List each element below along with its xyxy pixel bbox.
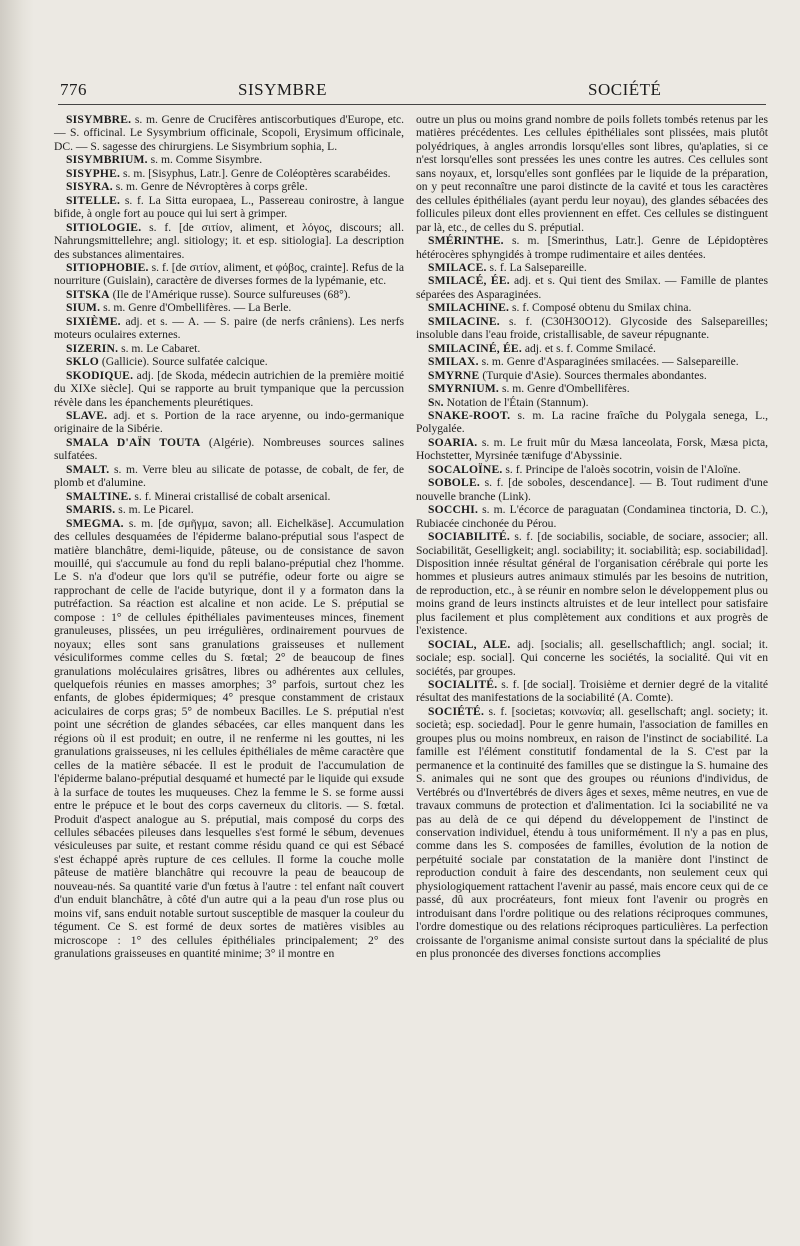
dictionary-entry xyxy=(416,261,768,274)
left-column xyxy=(54,113,404,961)
dictionary-entry xyxy=(54,342,404,355)
entry-definition: (Turquie d'Asie). Sources thermales abondantes. xyxy=(479,368,707,382)
entry-definition: s. m. Le fruit mûr du Mæsa lanceolata, Forsk, Mæsa picta, Hochstetter, Myrsinée tænifuge d'Abyssinie. xyxy=(416,435,768,463)
dictionary-entry xyxy=(416,382,768,395)
entry-headword: SOBOLE. xyxy=(428,476,480,490)
entry-headword: SMILACE. xyxy=(428,260,487,274)
dictionary-entry xyxy=(54,369,404,409)
running-header xyxy=(60,80,760,106)
dictionary-entry xyxy=(416,638,768,678)
entry-definition: s. f. (C30H30O12). Glycoside des Salsepareilles; insoluble dans l'eau froide, cristallisable, de saveur répugnante. xyxy=(416,314,768,342)
entry-headword: SMILACHINE. xyxy=(428,301,510,315)
dictionary-entry xyxy=(54,194,404,221)
dictionary-entry xyxy=(54,463,404,490)
entry-headword: SISYRA. xyxy=(66,180,113,194)
entry-definition: s. f. Composé obtenu du Smilax china. xyxy=(509,301,692,315)
entry-definition: adj. [socialis; all. gesellschaftlich; angl. social; it. sociale; esp. social]. Qui concerne les sociétés, la socialité. Qui vit en sociétés, par groupes. xyxy=(416,637,768,678)
dictionary-entry xyxy=(54,180,404,193)
entry-definition: s. f. La Sitta europaea, L., Passereau conirostre, à langue bifide, à ongle fort au pouce qui lui sert à grimper. xyxy=(54,193,404,221)
entry-headword: SMALA D'AÏN TOUTA xyxy=(66,435,201,449)
entry-headword: SOARIA. xyxy=(428,435,478,449)
entry-definition: s. f. [de sociabilis, sociable, de sociare, associer; all. Sociabilität, Geselligkeit; angl. sociability; it. sociabilità; esp. sociabilidad]. Disposition innée résultat général de l'organisation cérébrale qui porte les hommes et plusieurs autres animaux stimulés par les besoins de nutrition, de reproduction, etc., à se réunir en nombre selon le développement plus ou moins grand de leurs instincts altruistes et de leur intellect pour satisfaire plus facilement et plus complètement aux conditions et aux progrès de l'existence. xyxy=(416,530,768,638)
dictionary-entry xyxy=(416,234,768,261)
entry-definition: s. f. [de σιτίον, aliment, et λόγος, discours; all. Nahrungsmittellehre; angl. sitiology; it. et esp. sitiologia]. La description des substances alimentaires. xyxy=(54,220,404,261)
dictionary-entry xyxy=(416,113,768,234)
entry-definition: s. m. [Sisyphus, Latr.]. Genre de Coléoptères scarabéides. xyxy=(120,166,391,180)
entry-headword: SLAVE. xyxy=(66,408,108,422)
entry-definition: s. f. [societas; κοινωνία; all. gesellschaft; angl. society; it. società; esp. sociedad]. Pour le genre humain, l'association de familles en groupes plus ou moins nombreux, en raison de l'instinct de sociabilité. La famille est l'élément constitutif fondamental de la S. C'est par la permanence et la continuité des familles que se distingue la S. humaine des S. animales qui ne sont que des groupes ou réunions d'individus, de Vertébrés ou d'Invertébrés de divers âges et sexes, même neutres, en vue de travaux communs de protection et d'alimentation. Ici la sociabilité ne va pas au delà de ce qui dépend du développement de l'instinct de conservation individuel, étendu à tous uniformément. Il n'y a pas en plus, comme dans les S. composées de familles, évolution de la notion de perpétuité sociale par constatation de la manière dont l'instinct de reproduction conduit à faire des descendants, non seulement ceux qui physiologiquement rattachent l'avenir au passé, mais encore ceux qui de ce passé, dû aux procréateurs, font mieux font l'avenir ou progrès en introduisant dans l'ordre politique ou des relations réciproques communes, l'ordre domestique ou des relations réciproques particulières. La perfection croissante de l'organisme animal consiste surtout dans la spécialité de plus en plus prononcée des diverses fonctions accomplies xyxy=(416,704,768,961)
dictionary-entry xyxy=(416,342,768,355)
entry-headword: SMÉRINTHE. xyxy=(428,234,504,248)
dictionary-entry xyxy=(54,261,404,288)
entry-headword: SIZERIN. xyxy=(66,341,119,355)
header-rule xyxy=(58,104,766,105)
dictionary-entry xyxy=(54,490,404,503)
entry-definition: adj. et s. Qui tient des Smilax. — Famille de plantes séparées des Asparaginées. xyxy=(416,274,768,301)
right-column xyxy=(416,113,768,961)
dictionary-entry xyxy=(416,530,768,638)
entry-definition: s. m. Le Cabaret. xyxy=(118,341,201,355)
entry-definition: adj. et s. f. Comme Smilacé. xyxy=(521,341,656,355)
entry-definition: adj. et s. Portion de la race aryenne, ou indo-germanique originaire de la Sibérie. xyxy=(54,408,404,436)
entry-definition: s. m. Genre de Crucifères antiscorbutiques d'Europe, etc. — S. officinal. Le Sysymbrium officinale, Scopoli, Erysimum officinale, DC. — S. sagesse des chirurgiens. Le Sisymbrium sophia, L. xyxy=(54,113,404,153)
entry-headword: SKODIQUE. xyxy=(66,368,134,382)
entry-definition: s. m. Comme Sisymbre. xyxy=(147,153,263,167)
entry-definition: adj. [de Skoda, médecin autrichien de la première moitié du XIXe siècle]. Qui se rapporte au bruit tympanique que la percussion révèle dans les épanchements pleurétiques. xyxy=(54,368,404,409)
entry-definition: s. m. L'écorce de paraguatan (Condaminea tinctoria, D. C.), Rubiacée cinchonée du Pérou. xyxy=(416,503,768,530)
entry-headword: SISYPHE. xyxy=(66,166,121,180)
page-number: 776 xyxy=(60,80,87,99)
entry-headword: SMILACÉ, ÉE. xyxy=(428,274,510,288)
entry-headword: SOCALOÏNE. xyxy=(428,462,503,476)
entry-definition: s. m. Genre d'Ombellifères. xyxy=(499,382,630,396)
entry-headword: SITELLE. xyxy=(66,193,121,207)
dictionary-entry xyxy=(416,396,768,409)
entry-definition: (Ile de l'Amérique russe). Source sulfureuses (68°). xyxy=(109,287,351,301)
entry-definition: outre un plus ou moins grand nombre de poils follets tombés retenus par les matières précédentes. Les cellules épithéliales sont plissées, mais plutôt polyédriques, à angles arrondis lorsqu'elles sont libres, qu'aplaties, si ce n'est lorsqu'elles sont pressées les unes contre les autres. Ces cellules sont sans noyaux, et, lorsqu'elles sont gonflées par le liquide de la préparation, on y peut reconnaître une paroi distincte de la cavité et tous les caractères des cellules épithéliales (ayant perdu leur noyau), des glandes sébacées des follicules pileux dont elles proviennent en effet. Ces cellules se distinguent par là, etc., de celles du S. préputial. xyxy=(416,113,768,234)
entry-definition: s. m. Genre d'Asparaginées smilacées. — Salsepareille. xyxy=(478,355,739,369)
dictionary-entry xyxy=(416,705,768,961)
entry-headword: SMILAX. xyxy=(428,355,479,369)
dictionary-entry xyxy=(416,355,768,368)
entry-headword: SKLO xyxy=(66,355,100,369)
entry-definition: s. f. [de σιτίον, aliment, et φόβος, crainte]. Refus de la nourriture (Guislain), caractère de diverses formes de la lypémanie, etc. xyxy=(54,260,404,288)
dictionary-entry xyxy=(54,113,404,153)
dictionary-entry xyxy=(54,167,404,180)
entry-definition: (Gallicie). Source sulfatée calcique. xyxy=(99,355,268,369)
dictionary-entry xyxy=(416,301,768,314)
entry-headword: SMILACINE. xyxy=(428,314,500,328)
dictionary-entry xyxy=(54,517,404,961)
entry-definition: adj. et s. — A. — S. paire (de nerfs crâniens). Les nerfs moteurs oculaires externes. xyxy=(54,314,404,342)
entry-headword: SOCIALITÉ. xyxy=(428,678,498,692)
dictionary-entry xyxy=(416,436,768,463)
dictionary-entry xyxy=(54,301,404,314)
entry-definition: s. m. Verre bleu au silicate de potasse, de cobalt, de fer, de plomb et d'alumine. xyxy=(54,462,404,490)
dictionary-entry xyxy=(416,274,768,301)
entry-definition: s. f. Minerai cristallisé de cobalt arsenical. xyxy=(131,489,331,503)
entry-definition: (Algérie). Nombreuses sources salines sulfatées. xyxy=(54,435,404,463)
entry-definition: Notation de l'Étain (Stannum). xyxy=(443,395,589,409)
entry-headword: SIXIÈME. xyxy=(66,314,121,328)
dictionary-entry xyxy=(416,409,768,436)
dictionary-entry xyxy=(416,678,768,705)
entry-headword: SITSKA xyxy=(66,287,110,301)
dictionary-entry xyxy=(54,288,404,301)
entry-headword: SOCIAL, ALE. xyxy=(428,637,511,651)
entry-headword: SITIOLOGIE. xyxy=(66,220,142,234)
entry-headword: SMARIS. xyxy=(66,503,116,517)
entry-headword: SITIOPHOBIE. xyxy=(66,260,149,274)
dictionary-entry xyxy=(54,355,404,368)
entry-definition: s. f. La Salsepareille. xyxy=(486,260,587,274)
dictionary-entry xyxy=(54,409,404,436)
entry-headword: SNAKE-ROOT. xyxy=(428,408,511,422)
entry-headword: SOCIÉTÉ. xyxy=(428,704,485,718)
entry-headword: SMYRNE xyxy=(428,368,480,382)
entry-headword: SMALT. xyxy=(66,462,110,476)
entry-definition: s. m. Genre de Névroptères à corps grêle. xyxy=(112,180,308,194)
entry-definition: s. m. [de σμῆγμα, savon; all. Eichelkäse]. Accumulation des cellules desquamées de l'épiderme balano-préputial sous l'aspect de matière blanchâtre, demi-liquide, pâteuse, ou de consistance de savon mouillé, qui s'accumule au fond du repli balano-préputial chez l'homme. Le S. n'a d'odeur que lors qu'il se putréfie, odeur forte ou aigre se rapprochant de celle de l'acide butyrique, dont il y a formaton dans la putréfaction. Sa réaction est alcaline et non acide. Le S. préputial se compose : 1° de cellules épithéliales pavimenteuses minces, finement granuleuses, plissées, un peu irrégulières, ordinairement pourvues de noyaux; elles sont sans granulations graisseuses et nullement vésiculiformes comme celles du S. fœtal; 2° de beaucoup de fines granulations moléculaires grisâtres, libres ou adhérentes aux cellules, quelquefois réunies en masses amorphes; 3° parfois, surtout chez les enfants, de globes épidermiques; 4° presque constamment de cristaux aciculaires de corps gras; 5° de nombeux Bacilles. Le S. préputial n'est point une sécrétion de glandes sébacées, car elles manquent dans les régions où il est produit; en outre, il ne renferme ni les gouttes, ni les granulations graisseuses, ni les cellules épithéliales de même caractère que celles de la matière sébacée. Il est le produit de l'accumulation de l'épiderme balano-préputial desquamé et humecté par le liquide qui exsude à la surface de toutes les muqueuses. Chez la femme le S. se forme aussi entre le prépuce et le bout des corps caverneux du clitoris. — S. fœtal. Produit d'aspect analogue au S. préputial, mais composé du corps des cellules sébacées pileuses dans lesquelles s'est formé le sébum, devenues vésiculeuses par suite, et restant comme résidu quand ce qui est Sébacé s'est échappé après rupture de ces cellules. Il forme la couche molle pâteuse de matière blanchâtre qui recouvre la peau de beaucoup de nouveau-nés. Sa quantité varie d'un fœtus à l'autre : tel enfant naît couvert d'un enduit blanchâtre, à côté d'un autre qui a la peau d'un rose plus ou moins vif, sans enduit notable surtout susceptible de masquer la couleur du tégument. Ce S. est formé de deux sortes de matières visibles au microscope : 1° des cellules épithéliales principalement; 2° des granulations graisseuses en quantité minime; 3° il montre en xyxy=(54,516,404,961)
entry-headword: SISYMBRIUM. xyxy=(66,153,148,167)
entry-definition: s. m. [Smerinthus, Latr.]. Genre de Lépidoptères hétérocères sphyngidés à trompe rudimentaire et ailes dentées. xyxy=(416,234,768,261)
entry-headword: SISYMBRE. xyxy=(66,113,132,126)
dictionary-entry xyxy=(416,463,768,476)
dictionary-entry xyxy=(416,476,768,503)
dictionary-entry xyxy=(54,221,404,261)
entry-headword: SMILACINÉ, ÉE. xyxy=(428,341,522,355)
entry-headword: SMALTINE. xyxy=(66,489,132,503)
entry-definition: s. m. La racine fraîche du Polygala senega, L., Polygalée. xyxy=(416,408,768,436)
dictionary-entry xyxy=(416,369,768,382)
entry-headword: SOCCHI. xyxy=(428,503,479,517)
entry-headword: SMEGMA. xyxy=(66,516,124,530)
entry-definition: s. m. Genre d'Ombellifères. — La Berle. xyxy=(100,301,292,315)
header-last-entry: SOCIÉTÉ xyxy=(588,80,662,99)
entry-headword: Sn. xyxy=(428,395,444,409)
entry-definition: s. f. Principe de l'aloès socotrin, voisin de l'Aloïne. xyxy=(502,462,741,476)
dictionary-entry xyxy=(54,153,404,166)
entry-definition: s. f. [de soboles, descendance]. — B. Tout rudiment d'une nouvelle branche (Link). xyxy=(416,476,768,503)
entry-definition: s. f. [de social]. Troisième et dernier degré de la vitalité résultat des manifestations de la sociabilité (A. Comte). xyxy=(416,678,768,705)
dictionary-entry xyxy=(416,315,768,342)
page-binding-edge xyxy=(0,0,34,1246)
entry-headword: SMYRNIUM. xyxy=(428,382,500,396)
entry-headword: SOCIABILITÉ. xyxy=(428,530,510,544)
entry-definition: s. m. Le Picarel. xyxy=(115,503,194,517)
dictionary-entry xyxy=(54,503,404,516)
dictionary-entry xyxy=(54,315,404,342)
dictionary-entry xyxy=(54,436,404,463)
dictionary-entry xyxy=(416,503,768,530)
entry-headword: SIUM. xyxy=(66,301,101,315)
header-first-entry: SISYMBRE xyxy=(238,80,328,99)
